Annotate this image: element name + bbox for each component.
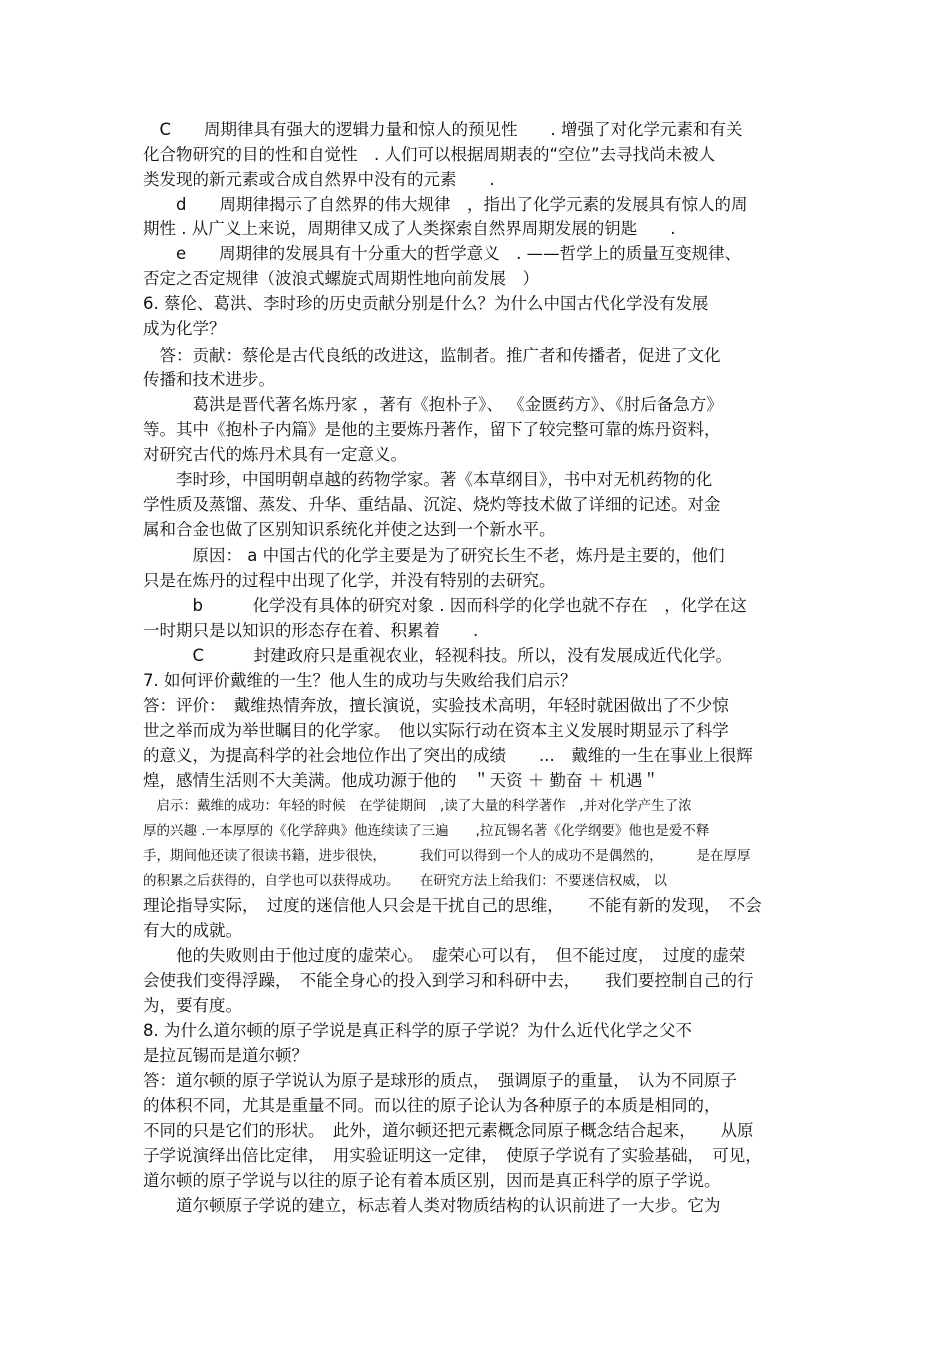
text-line: 原因： a 中国古代的化学主要是为了研究长生不老，炼丹是主要的，他们 [143,546,725,565]
text-line: 化合物研究的目的性和自觉性 . 人们可以根据周期表的“空位”去寻找尚未被人 [143,145,716,164]
text-line: 的意义，为提高科学的社会地位作出了突出的成绩 ... 戴维的一生在事业上很辉 [143,746,753,765]
text-line: 成为化学？ [143,319,226,338]
text-line: 是拉瓦锡而是道尔顿？ [143,1046,308,1065]
text-line: C 周期律具有强大的逻辑力量和惊人的预见性 . 增强了对化学元素和有关 [143,120,743,139]
text-line: 学性质及蒸馏、蒸发、升华、重结晶、沉淀、烧灼等技术做了详细的记述。对金 [143,495,721,514]
text-line: 只是在炼丹的过程中出现了化学，并没有特别的去研究。 [143,571,556,590]
text-line: 答：评价： 戴维热情奔放，擅长演说，实验技术高明，年轻时就困做出了不少惊 [143,696,729,715]
text-line: 为，要有度。 [143,996,242,1015]
text-line: C 封建政府只是重视农业，轻视科技。所以，没有发展成近代化学。 [143,646,733,665]
question-6-title: 6. 蔡伦、葛洪、李时珍的历史贡献分别是什么？为什么中国古代化学没有发展 [143,294,709,313]
text-line: 道尔顿原子学说的建立，标志着人类对物质结构的认识前进了一大步。它为 [143,1196,721,1215]
text-line: 葛洪是晋代著名炼丹家 ，著有《抱朴子》、 《金匮药方》、《肘后备急方》 [143,395,723,414]
text-line: 期性 . 从广义上来说，周期律又成了人类探索自然界周期发展的钥匙 . [143,219,676,238]
text-line: e 周期律的发展具有十分重大的哲学意义 . ——哲学上的质量互变规律、 [143,244,742,263]
text-line: 类发现的新元素或合成自然界中没有的元素 . [143,170,495,189]
text-line: 的积累之后获得的，自学也可以获得成功。 在研究方法上给我们：不要迷信权威， 以 [143,873,668,889]
text-line: 启示：戴维的成功：年轻的时候 在学徒期间 ,读了大量的科学著作 ,并对化学产生了浓 [143,798,692,814]
text-line: 属和合金也做了区别知识系统化并使之达到一个新水平。 [143,520,556,539]
text-line: 有大的成就。 [143,921,242,940]
text-line: 等。其中《抱朴子内篇》是他的主要炼丹著作，留下了较完整可靠的炼丹资料， [143,420,721,439]
text-line: d 周期律揭示了自然界的伟大规律 ，指出了化学元素的发展具有惊人的周 [143,195,748,214]
text-line: 他的失败则由于他过度的虚荣心。 虚荣心可以有， 但不能过度， 过度的虚荣 [143,946,746,965]
text-line: 对研究古代的炼丹术具有一定意义。 [143,445,407,464]
text-line: b 化学没有具体的研究对象 . 因而科学的化学也就不存在 ，化学在这 [143,596,747,615]
text-line: 煌，感情生活则不大美满。他成功源于他的 ＂天资 ＋ 勤奋 ＋ 机遇＂ [143,771,659,790]
text-line: 厚的兴趣 .一本厚厚的《化学辞典》他连续读了三遍 ,拉瓦锡名著《化学纲要》他也是爱不释 [143,823,710,839]
text-line: 否定之否定规律（波浪式螺旋式周期性地向前发展 ） [143,269,539,288]
text-line: 一时期只是以知识的形态存在着、积累着 . [143,621,479,640]
text-line: 答：道尔顿的原子学说认为原子是球形的质点， 强调原子的重量， 认为不同原子 [143,1071,737,1090]
text-line: 李时珍，中国明朝卓越的药物学家。著《本草纲目》，书中对无机药物的化 [143,470,713,489]
text-line: 手，期间他还读了很读书籍，进步很快， 我们可以得到一个人的成功不是偶然的， 是在厚厚 [143,848,751,864]
text-line: 答：贡献：蔡伦是古代良纸的改进这，监制者。推广者和传播者，促进了文化 [143,346,721,365]
question-8-title: 8. 为什么道尔顿的原子学说是真正科学的原子学说？为什么近代化学之父不 [143,1021,692,1040]
text-line: 子学说演绎出倍比定律， 用实验证明这一定律， 使原子学说有了实验基础， 可见， [143,1146,762,1165]
text-line: 传播和技术进步。 [143,370,275,389]
text-line: 不同的只是它们的形状。 此外，道尔顿还把元素概念同原子概念结合起来， 从原 [143,1121,754,1140]
text-line: 理论指导实际， 过度的迷信他人只会是干扰自己的思维， 不能有新的发现， 不会 [143,896,762,915]
text-line: 世之举而成为举世瞩目的化学家。 他以实际行动在资本主义发展时期显示了科学 [143,721,729,740]
question-7-title: 7. 如何评价戴维的一生？他人生的成功与失败给我们启示？ [143,671,577,690]
text-line: 道尔顿的原子学说与以往的原子论有着本质区别，因而是真正科学的原子学说。 [143,1171,721,1190]
text-line: 的体积不同，尤其是重量不同。而以往的原子论认为各种原子的本质是相同的， [143,1096,721,1115]
text-line: 会使我们变得浮躁， 不能全身心的投入到学习和科研中去， 我们要控制自己的行 [143,971,754,990]
